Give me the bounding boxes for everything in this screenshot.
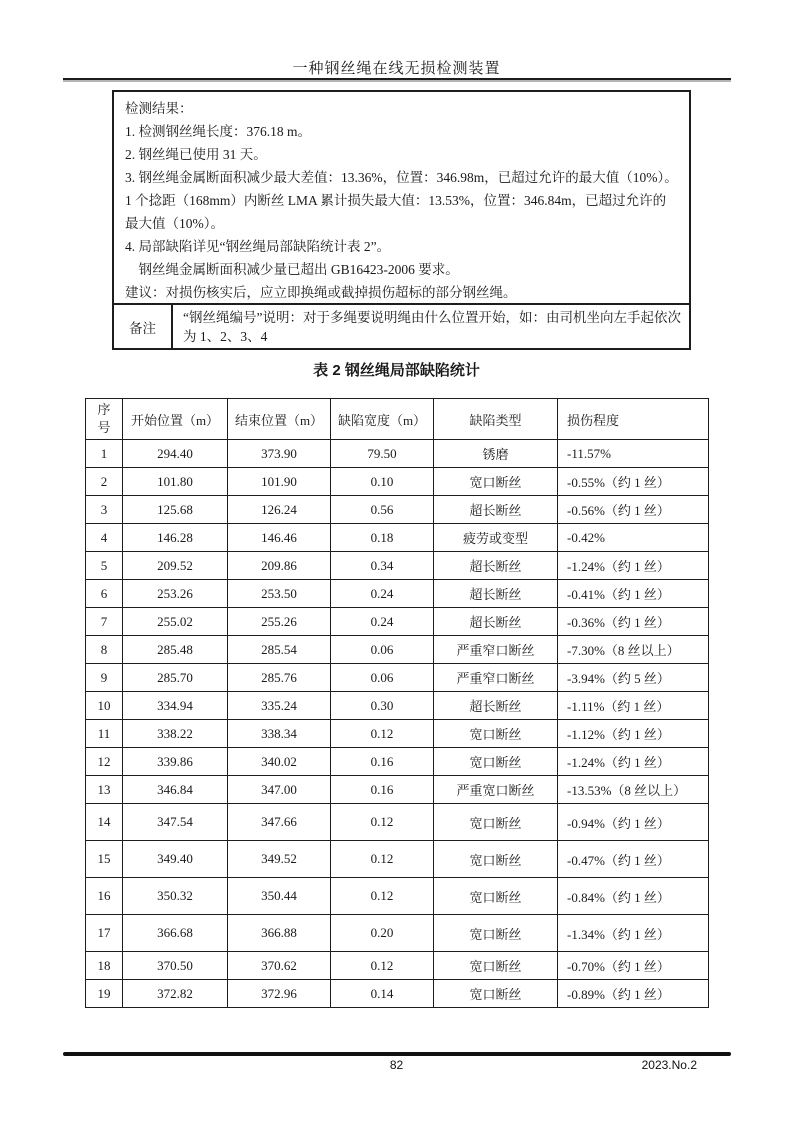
cell-defect-width: 0.30 <box>331 692 434 720</box>
cell-defect-width: 0.24 <box>331 608 434 636</box>
cell-defect-type: 超长断丝 <box>434 552 558 580</box>
cell-end-position: 335.24 <box>228 692 331 720</box>
table-row <box>86 720 709 748</box>
result-line: 1. 检测钢丝绳长度：376.18 m。 <box>125 124 312 139</box>
table-row <box>86 636 709 664</box>
header-rule <box>63 78 731 80</box>
cell-damage-degree: -0.56%（约 1 丝） <box>558 496 709 524</box>
cell-index: 13 <box>86 776 123 804</box>
cell-end-position: 285.54 <box>228 636 331 664</box>
issue-number: 2023.No.2 <box>641 1058 697 1072</box>
table-row <box>86 804 709 841</box>
table-header <box>86 399 709 440</box>
cell-index: 11 <box>86 720 123 748</box>
header-cell-damage-degree: 损伤程度 <box>558 399 709 440</box>
cell-end-position: 372.96 <box>228 980 331 1008</box>
cell-defect-type: 宽口断丝 <box>434 468 558 496</box>
cell-defect-width: 0.18 <box>331 524 434 552</box>
cell-end-position: 347.00 <box>228 776 331 804</box>
table-row <box>86 468 709 496</box>
table-row <box>86 748 709 776</box>
remark-row <box>114 303 689 348</box>
cell-defect-width: 79.50 <box>331 440 434 468</box>
cell-defect-width: 0.24 <box>331 580 434 608</box>
cell-defect-width: 0.12 <box>331 720 434 748</box>
cell-defect-type: 疲劳或变型 <box>434 524 558 552</box>
cell-defect-type: 严重窄口断丝 <box>434 664 558 692</box>
cell-start-position: 255.02 <box>123 608 228 636</box>
cell-damage-degree: -0.70%（约 1 丝） <box>558 952 709 980</box>
cell-defect-width: 0.12 <box>331 841 434 878</box>
result-line: 2. 钢丝绳已使用 31 天。 <box>125 147 267 162</box>
cell-defect-width: 0.56 <box>331 496 434 524</box>
cell-index: 5 <box>86 552 123 580</box>
result-line: 3. 钢丝绳金属断面积减少最大差值：13.36%，位置：346.98m，已超过允许的最大值（10%）。 <box>125 170 678 185</box>
table-title: 表 2 钢丝绳局部缺陷统计 <box>313 362 480 379</box>
table-row <box>86 440 709 468</box>
cell-index: 7 <box>86 608 123 636</box>
cell-index: 17 <box>86 915 123 952</box>
cell-defect-width: 0.16 <box>331 776 434 804</box>
cell-end-position: 209.86 <box>228 552 331 580</box>
cell-damage-degree: -1.11%（约 1 丝） <box>558 692 709 720</box>
cell-defect-type: 宽口断丝 <box>434 915 558 952</box>
header-cell-defect-type: 缺陷类型 <box>434 399 558 440</box>
cell-end-position: 349.52 <box>228 841 331 878</box>
cell-defect-type: 超长断丝 <box>434 580 558 608</box>
cell-end-position: 285.76 <box>228 664 331 692</box>
table-header-row <box>86 399 709 440</box>
cell-start-position: 101.80 <box>123 468 228 496</box>
cell-start-position: 339.86 <box>123 748 228 776</box>
header-cell-defect-width: 缺陷宽度（m） <box>331 399 434 440</box>
result-line: 钢丝绳金属断面积减少量已超出 GB16423-2006 要求。 <box>125 262 459 277</box>
cell-damage-degree: -7.30%（8 丝以上） <box>558 636 709 664</box>
result-line: 最大值（10%）。 <box>125 216 224 231</box>
cell-damage-degree: -1.34%（约 1 丝） <box>558 915 709 952</box>
cell-start-position: 125.68 <box>123 496 228 524</box>
cell-index: 19 <box>86 980 123 1008</box>
cell-defect-width: 0.34 <box>331 552 434 580</box>
cell-defect-width: 0.12 <box>331 804 434 841</box>
defect-statistics-table <box>85 398 709 1008</box>
page-number: 82 <box>389 1058 404 1072</box>
cell-start-position: 285.48 <box>123 636 228 664</box>
cell-defect-type: 超长断丝 <box>434 608 558 636</box>
cell-start-position: 366.68 <box>123 915 228 952</box>
cell-end-position: 253.50 <box>228 580 331 608</box>
result-line: 4. 局部缺陷详见“钢丝绳局部缺陷统计表 2”。 <box>125 239 391 254</box>
cell-start-position: 370.50 <box>123 952 228 980</box>
detection-result-box <box>112 90 691 350</box>
table-row <box>86 841 709 878</box>
detection-result-content <box>114 92 689 303</box>
cell-start-position: 338.22 <box>123 720 228 748</box>
table-row <box>86 776 709 804</box>
table-row <box>86 552 709 580</box>
cell-index: 14 <box>86 804 123 841</box>
cell-defect-width: 0.16 <box>331 748 434 776</box>
cell-end-position: 126.24 <box>228 496 331 524</box>
table-row <box>86 664 709 692</box>
cell-end-position: 350.44 <box>228 878 331 915</box>
cell-defect-width: 0.06 <box>331 636 434 664</box>
header-cell-index <box>86 399 123 440</box>
cell-damage-degree: -0.94%（约 1 丝） <box>558 804 709 841</box>
result-line: 检测结果： <box>125 101 193 116</box>
cell-index: 9 <box>86 664 123 692</box>
cell-defect-type: 严重窄口断丝 <box>434 636 558 664</box>
cell-start-position: 347.54 <box>123 804 228 841</box>
header-cell-index-label: 序号 <box>97 402 111 435</box>
cell-defect-width: 0.12 <box>331 952 434 980</box>
cell-damage-degree: -0.42% <box>558 524 709 552</box>
cell-start-position: 350.32 <box>123 878 228 915</box>
header-cell-end-position: 结束位置（m） <box>228 399 331 440</box>
cell-index: 3 <box>86 496 123 524</box>
cell-index: 6 <box>86 580 123 608</box>
table-row <box>86 524 709 552</box>
table-row <box>86 496 709 524</box>
table-row <box>86 878 709 915</box>
cell-end-position: 338.34 <box>228 720 331 748</box>
cell-end-position: 373.90 <box>228 440 331 468</box>
cell-damage-degree: -0.84%（约 1 丝） <box>558 878 709 915</box>
page-title: 一种钢丝绳在线无损检测装置 <box>292 61 501 77</box>
cell-start-position: 346.84 <box>123 776 228 804</box>
table-row <box>86 980 709 1008</box>
cell-start-position: 146.28 <box>123 524 228 552</box>
cell-start-position: 372.82 <box>123 980 228 1008</box>
table-row <box>86 915 709 952</box>
cell-end-position: 340.02 <box>228 748 331 776</box>
cell-defect-width: 0.06 <box>331 664 434 692</box>
cell-end-position: 101.90 <box>228 468 331 496</box>
cell-defect-type: 锈磨 <box>434 440 558 468</box>
cell-start-position: 285.70 <box>123 664 228 692</box>
cell-damage-degree: -11.57% <box>558 440 709 468</box>
table-row <box>86 580 709 608</box>
cell-defect-width: 0.10 <box>331 468 434 496</box>
cell-damage-degree: -1.24%（约 1 丝） <box>558 748 709 776</box>
cell-start-position: 294.40 <box>123 440 228 468</box>
cell-damage-degree: -13.53%（8 丝以上） <box>558 776 709 804</box>
remark-label: 备注 <box>114 305 173 348</box>
cell-start-position: 349.40 <box>123 841 228 878</box>
cell-index: 12 <box>86 748 123 776</box>
cell-index: 8 <box>86 636 123 664</box>
cell-defect-type: 宽口断丝 <box>434 878 558 915</box>
cell-damage-degree: -0.41%（约 1 丝） <box>558 580 709 608</box>
cell-start-position: 334.94 <box>123 692 228 720</box>
cell-damage-degree: -0.89%（约 1 丝） <box>558 980 709 1008</box>
cell-defect-type: 宽口断丝 <box>434 841 558 878</box>
remark-text-content: “钢丝绳编号”说明：对于多绳要说明绳由什么位置开始，如：由司机坐向左手起依次为 1、2、3、4 <box>183 310 681 344</box>
cell-defect-type: 严重宽口断丝 <box>434 776 558 804</box>
cell-start-position: 209.52 <box>123 552 228 580</box>
footer-rule <box>63 1052 731 1056</box>
cell-damage-degree: -0.47%（约 1 丝） <box>558 841 709 878</box>
table-body <box>86 440 709 1008</box>
remark-text <box>173 305 689 348</box>
cell-end-position: 255.26 <box>228 608 331 636</box>
cell-defect-type: 宽口断丝 <box>434 748 558 776</box>
table-row <box>86 692 709 720</box>
cell-damage-degree: -1.12%（约 1 丝） <box>558 720 709 748</box>
table-row <box>86 952 709 980</box>
cell-start-position: 253.26 <box>123 580 228 608</box>
cell-defect-width: 0.14 <box>331 980 434 1008</box>
cell-defect-type: 宽口断丝 <box>434 804 558 841</box>
cell-defect-type: 宽口断丝 <box>434 980 558 1008</box>
result-line: 1 个捻距（168mm）内断丝 LMA 累计损失最大值：13.53%，位置：346.84m，已超过允许的 <box>125 193 667 208</box>
cell-damage-degree: -0.36%（约 1 丝） <box>558 608 709 636</box>
cell-defect-type: 超长断丝 <box>434 692 558 720</box>
cell-index: 2 <box>86 468 123 496</box>
header-cell-start-position: 开始位置（m） <box>123 399 228 440</box>
cell-end-position: 366.88 <box>228 915 331 952</box>
cell-end-position: 347.66 <box>228 804 331 841</box>
cell-index: 15 <box>86 841 123 878</box>
cell-defect-type: 超长断丝 <box>434 496 558 524</box>
cell-damage-degree: -3.94%（约 5 丝） <box>558 664 709 692</box>
cell-defect-width: 0.12 <box>331 878 434 915</box>
cell-index: 16 <box>86 878 123 915</box>
cell-end-position: 146.46 <box>228 524 331 552</box>
cell-damage-degree: -1.24%（约 1 丝） <box>558 552 709 580</box>
cell-defect-type: 宽口断丝 <box>434 720 558 748</box>
cell-damage-degree: -0.55%（约 1 丝） <box>558 468 709 496</box>
cell-index: 10 <box>86 692 123 720</box>
cell-defect-type: 宽口断丝 <box>434 952 558 980</box>
cell-index: 18 <box>86 952 123 980</box>
cell-index: 1 <box>86 440 123 468</box>
cell-defect-width: 0.20 <box>331 915 434 952</box>
table-row <box>86 608 709 636</box>
cell-end-position: 370.62 <box>228 952 331 980</box>
cell-index: 4 <box>86 524 123 552</box>
result-line: 建议：对损伤核实后，应立即换绳或截掉损伤超标的部分钢丝绳。 <box>125 285 517 300</box>
